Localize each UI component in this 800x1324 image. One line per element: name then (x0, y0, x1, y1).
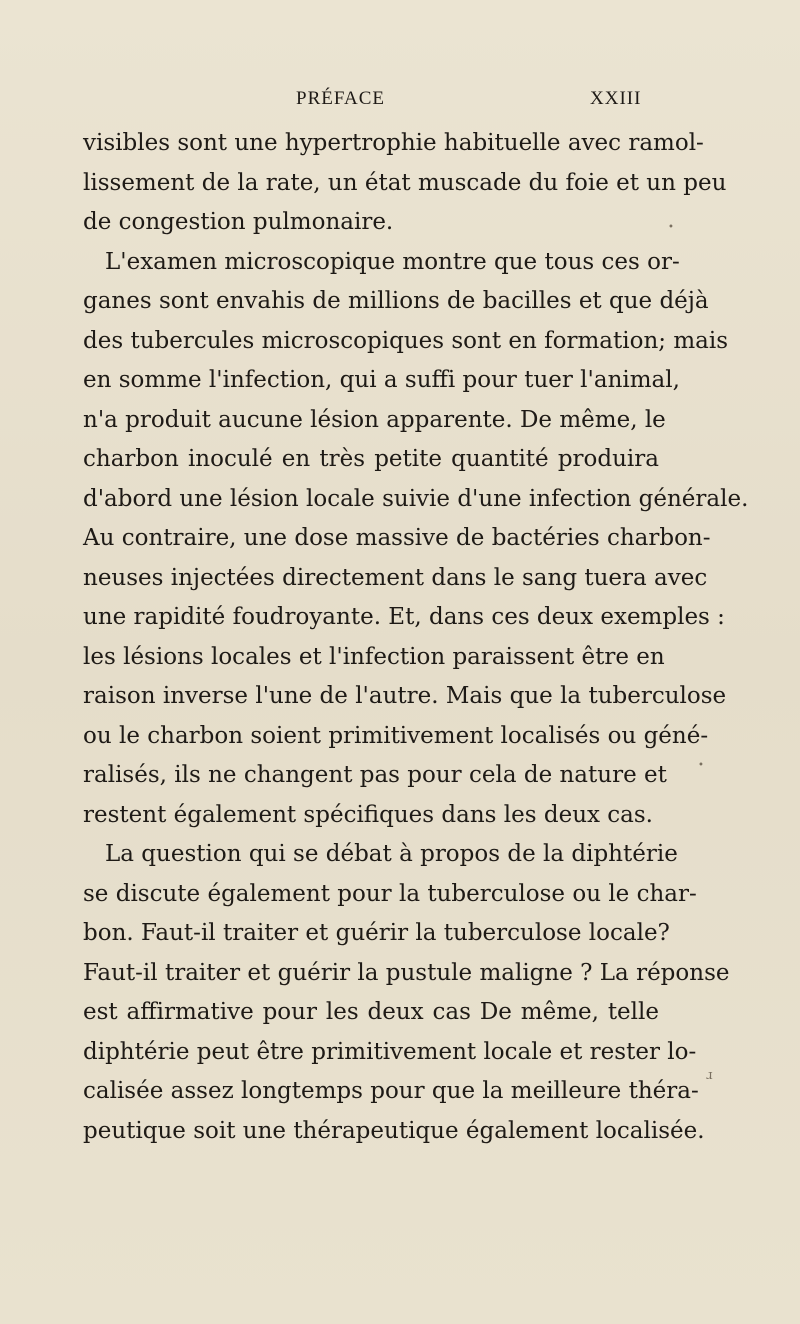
text-line: est affirmative pour les deux cas De même, telle (83, 999, 659, 1025)
text-line: calisée assez longtemps pour que la meilleure théra- (83, 1078, 699, 1104)
text-line: des tubercules microscopiques sont en formation; mais (83, 327, 728, 354)
page-header (0, 88, 800, 118)
text-line: ou le charbon soient primitivement localisés ou géné- (83, 722, 709, 749)
margin-pencil-mark: ɹ (706, 1068, 713, 1083)
running-title: PRÉFACE (296, 88, 386, 109)
text-line: peutique soit une thérapeutique également localisée. (83, 1117, 705, 1144)
margin-speck: • (698, 760, 704, 771)
text-line: diphtérie peut être primitivement locale et rester lo- (83, 1038, 697, 1065)
text-line: charbon inoculé en très petite quantité produira (83, 446, 659, 472)
text-line: une rapidité foudroyante. Et, dans ces deux exemples : (83, 604, 725, 630)
text-line: d'abord une lésion locale suivie d'une infection générale. (83, 485, 749, 512)
text-line: neuses injectées directement dans le sang tuera avec (83, 564, 708, 591)
body-text (83, 124, 749, 1151)
text-line: ralisés, ils ne changent pas pour cela de nature et (83, 762, 667, 788)
margin-speck: • (668, 222, 674, 233)
text-line: La question qui se débat à propos de la diphtérie (105, 841, 678, 867)
text-line: en somme l'infection, qui a suffi pour tuer l'animal, (83, 367, 680, 393)
text-line: bon. Faut-il traiter et guérir la tuberculose locale? (83, 920, 670, 946)
text-line: ganes sont envahis de millions de bacilles et que déjà (83, 288, 709, 314)
text-line: Au contraire, une dose massive de bactéries charbon- (83, 525, 711, 551)
text-line: Faut-il traiter et guérir la pustule maligne ? La réponse (83, 959, 730, 986)
text-line: restent également spécifiques dans les deux cas. (83, 801, 653, 828)
text-line: visibles sont une hypertrophie habituelle avec ramol- (83, 130, 704, 156)
text-line: se discute également pour la tuberculose ou le char- (83, 880, 697, 907)
text-line: de congestion pulmonaire. (83, 209, 394, 235)
text-line: lissement de la rate, un état muscade du foie et un peu (83, 169, 727, 196)
text-line: L'examen microscopique montre que tous ces or- (105, 248, 680, 275)
text-line: les lésions locales et l'infection paraissent être en (83, 643, 665, 670)
text-line: n'a produit aucune lésion apparente. De même, le (83, 406, 666, 433)
text-line: raison inverse l'une de l'autre. Mais que la tuberculose (83, 683, 727, 709)
page-number: XXIII (590, 88, 642, 109)
